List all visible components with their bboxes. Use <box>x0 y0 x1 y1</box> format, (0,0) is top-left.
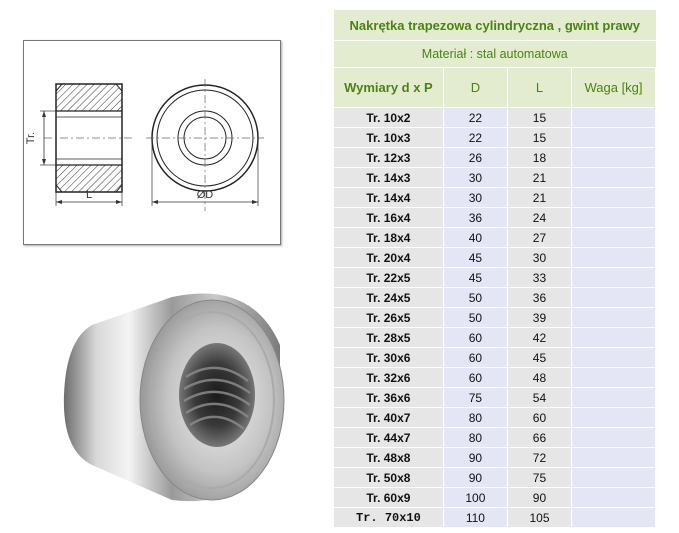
cell-weight <box>572 248 656 268</box>
cell-d: 90 <box>443 448 507 468</box>
table-row <box>334 208 656 228</box>
cell-d: 30 <box>443 188 507 208</box>
cell-size: Tr. 10x3 <box>334 128 443 148</box>
cell-size: Tr. 48x8 <box>334 448 443 468</box>
cell-weight <box>572 308 656 328</box>
table-row <box>334 128 656 148</box>
table-row <box>334 448 656 468</box>
cell-l: 60 <box>507 408 571 428</box>
cell-size: Tr. 16x4 <box>334 208 443 228</box>
table-row <box>334 348 656 368</box>
l-label: L <box>85 189 93 201</box>
cell-l: 48 <box>507 368 571 388</box>
cell-l: 36 <box>507 288 571 308</box>
table-row <box>334 388 656 408</box>
table-row <box>334 508 656 528</box>
cell-weight <box>572 108 656 128</box>
table-row <box>334 308 656 328</box>
cell-l: 66 <box>507 428 571 448</box>
cell-d: 36 <box>443 208 507 228</box>
cell-size: Tr. 24x5 <box>334 288 443 308</box>
cell-size: Tr. 70x10 <box>334 508 443 528</box>
cell-size: Tr. 26x5 <box>334 308 443 328</box>
cell-size: Tr. 32x6 <box>334 368 443 388</box>
table-row <box>334 268 656 288</box>
header-weight: Waga [kg] <box>572 68 656 108</box>
cell-l: 30 <box>507 248 571 268</box>
cell-d: 22 <box>443 128 507 148</box>
cell-size: Tr. 12x3 <box>334 148 443 168</box>
cell-weight <box>572 488 656 508</box>
cell-size: Tr. 14x3 <box>334 168 443 188</box>
table-row <box>334 188 656 208</box>
table-row <box>334 408 656 428</box>
cell-weight <box>572 508 656 528</box>
cell-weight <box>572 428 656 448</box>
cell-size: Tr. 30x6 <box>334 348 443 368</box>
cell-d: 50 <box>443 288 507 308</box>
cell-weight <box>572 168 656 188</box>
cell-size: Tr. 44x7 <box>334 428 443 448</box>
table-row <box>334 488 656 508</box>
cell-weight <box>572 408 656 428</box>
cell-size: Tr. 36x6 <box>334 388 443 408</box>
cell-l: 15 <box>507 108 571 128</box>
table-row <box>334 328 656 348</box>
cell-size: Tr. 28x5 <box>334 328 443 348</box>
cell-l: 24 <box>507 208 571 228</box>
d-label: ØD <box>196 189 214 201</box>
cell-d: 60 <box>443 328 507 348</box>
table-row <box>334 228 656 248</box>
cell-weight <box>572 228 656 248</box>
cell-l: 105 <box>507 508 571 528</box>
material-label: Materiał : stal automatowa <box>334 41 656 68</box>
cell-size: Tr. 18x4 <box>334 228 443 248</box>
dimensions-table <box>334 10 656 528</box>
drawing-svg <box>24 41 280 244</box>
cell-weight <box>572 188 656 208</box>
cell-d: 26 <box>443 148 507 168</box>
table-title: Nakrętka trapezowa cylindryczna , gwint prawy <box>334 10 656 41</box>
cell-d: 60 <box>443 348 507 368</box>
cell-weight <box>572 268 656 288</box>
cell-d: 80 <box>443 428 507 448</box>
cell-weight <box>572 448 656 468</box>
cell-l: 72 <box>507 448 571 468</box>
cell-weight <box>572 348 656 368</box>
cell-weight <box>572 468 656 488</box>
cell-l: 75 <box>507 468 571 488</box>
cell-d: 80 <box>443 408 507 428</box>
cell-size: Tr. 50x8 <box>334 468 443 488</box>
table-row <box>334 248 656 268</box>
cell-d: 110 <box>443 508 507 528</box>
cell-d: 75 <box>443 388 507 408</box>
header-size: Wymiary d x P <box>334 68 443 108</box>
cell-weight <box>572 288 656 308</box>
cell-d: 100 <box>443 488 507 508</box>
cell-size: Tr. 60x9 <box>334 488 443 508</box>
table-body <box>334 108 656 528</box>
cell-size: Tr. 40x7 <box>334 408 443 428</box>
header-d: D <box>443 68 507 108</box>
table-row <box>334 428 656 448</box>
cell-l: 39 <box>507 308 571 328</box>
cell-weight <box>572 208 656 228</box>
cell-weight <box>572 388 656 408</box>
cell-l: 90 <box>507 488 571 508</box>
cell-d: 50 <box>443 308 507 328</box>
cell-d: 40 <box>443 228 507 248</box>
cell-l: 33 <box>507 268 571 288</box>
cell-weight <box>572 148 656 168</box>
cell-l: 42 <box>507 328 571 348</box>
cell-l: 21 <box>507 188 571 208</box>
cell-size: Tr. 10x2 <box>334 108 443 128</box>
cell-l: 15 <box>507 128 571 148</box>
technical-drawing <box>23 40 281 245</box>
cell-size: Tr. 22x5 <box>334 268 443 288</box>
cell-l: 45 <box>507 348 571 368</box>
cell-d: 45 <box>443 248 507 268</box>
cell-weight <box>572 368 656 388</box>
table-row <box>334 148 656 168</box>
cell-d: 90 <box>443 468 507 488</box>
table-row <box>334 168 656 188</box>
cell-weight <box>572 328 656 348</box>
cell-l: 27 <box>507 228 571 248</box>
cell-size: Tr. 20x4 <box>334 248 443 268</box>
cell-l: 18 <box>507 148 571 168</box>
cell-l: 21 <box>507 168 571 188</box>
header-l: L <box>507 68 571 108</box>
nut-photo <box>52 285 288 515</box>
table-row <box>334 288 656 308</box>
table-row <box>334 468 656 488</box>
cell-weight <box>572 128 656 148</box>
nut-photo-svg <box>52 285 288 515</box>
tr-label: Tr. <box>25 131 37 145</box>
cell-d: 45 <box>443 268 507 288</box>
cell-d: 30 <box>443 168 507 188</box>
table-row <box>334 368 656 388</box>
cell-size: Tr. 14x4 <box>334 188 443 208</box>
cell-l: 54 <box>507 388 571 408</box>
cell-d: 22 <box>443 108 507 128</box>
table-row <box>334 108 656 128</box>
cell-d: 60 <box>443 368 507 388</box>
side-view <box>40 84 132 206</box>
